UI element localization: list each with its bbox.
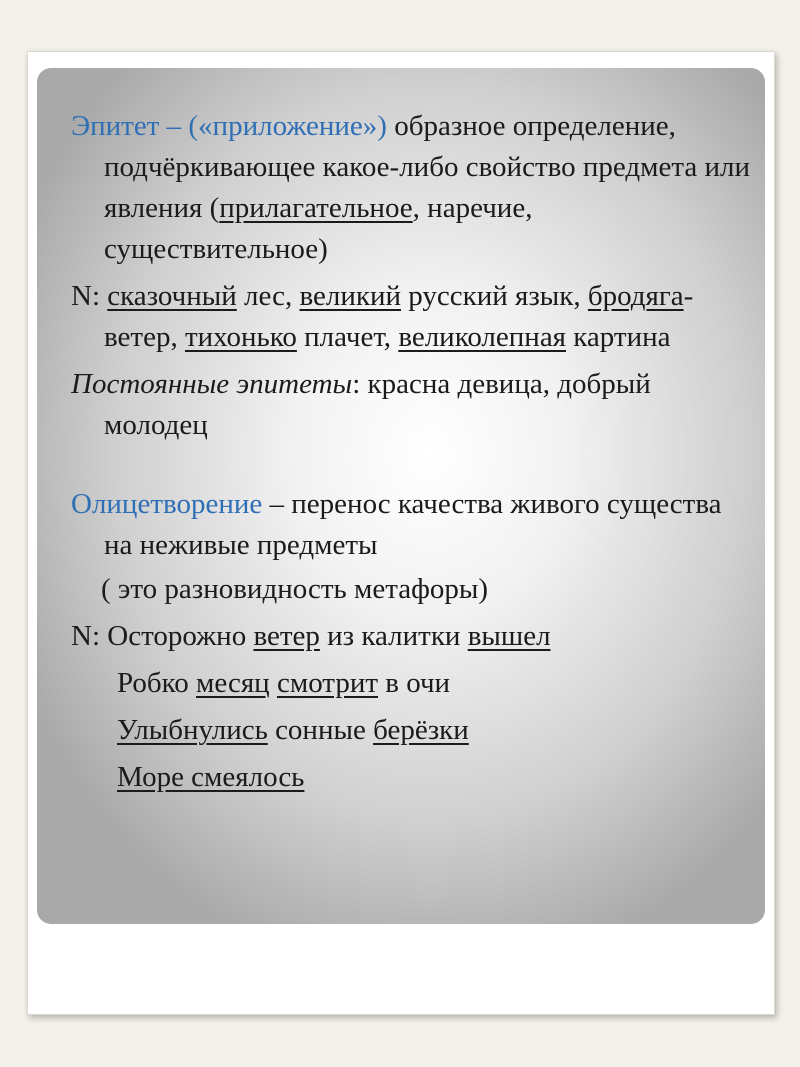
personification-example-4 (71, 754, 751, 801)
personification-def-text: – перенос качества живого существа на неживые предметы (104, 488, 722, 561)
example-word: смотрит (276, 667, 379, 699)
example-word: бродяга (587, 280, 684, 312)
personification-definition (71, 484, 751, 566)
example-text: картина (566, 321, 671, 353)
personification-example-2 (71, 660, 751, 707)
personification-term: Олицетворение (71, 488, 263, 520)
example-word: берёзки (373, 714, 469, 746)
epithet-def-text: образное определение, подчёркивающее какое-либо свойство предмета или явления ( (104, 110, 751, 224)
example-word: сказочный (107, 280, 237, 312)
example-text (270, 667, 277, 699)
personification-example-1 (71, 613, 751, 660)
epithet-def-end: , наречие, существительное) (104, 192, 533, 265)
epithet-definition (71, 106, 751, 270)
example-text: плачет, (296, 321, 399, 353)
example-prefix: N: (71, 280, 108, 312)
example-word: ветер (253, 620, 320, 652)
example-text: русский язык, (401, 280, 588, 312)
example-word: тихонько (184, 321, 297, 353)
example-word: месяц (196, 667, 270, 699)
example-text: Робко (117, 667, 197, 699)
content-panel (37, 68, 765, 924)
personification-note: ( это разновидность метафоры) (101, 573, 489, 605)
example-word: Улыбнулись (117, 714, 268, 746)
constant-epithets-term: Постоянные эпитеты (71, 368, 353, 400)
example-text: -ветер, (104, 280, 694, 353)
spacer (71, 446, 751, 484)
adjective-word: прилагательное (219, 192, 413, 224)
example-text: N: Осторожно (71, 620, 254, 652)
example-word: великий (299, 280, 401, 312)
epithet-examples (71, 276, 751, 358)
example-word: великолепная (398, 321, 567, 353)
slide (27, 51, 775, 1015)
example-word: вышел (467, 620, 551, 652)
example-text: в очи (378, 667, 451, 699)
example-text: сонные (267, 714, 374, 746)
example-text: из калитки (319, 620, 468, 652)
constant-epithets (71, 364, 751, 446)
constant-epithets-text: : красна девица, добрый молодец (104, 368, 651, 441)
example-text: лес, (236, 280, 300, 312)
epithet-term: Эпитет – («приложение») (71, 110, 387, 142)
slide-text (71, 106, 751, 801)
example-word: Море смеялось (117, 761, 305, 793)
personification-example-3 (71, 707, 751, 754)
